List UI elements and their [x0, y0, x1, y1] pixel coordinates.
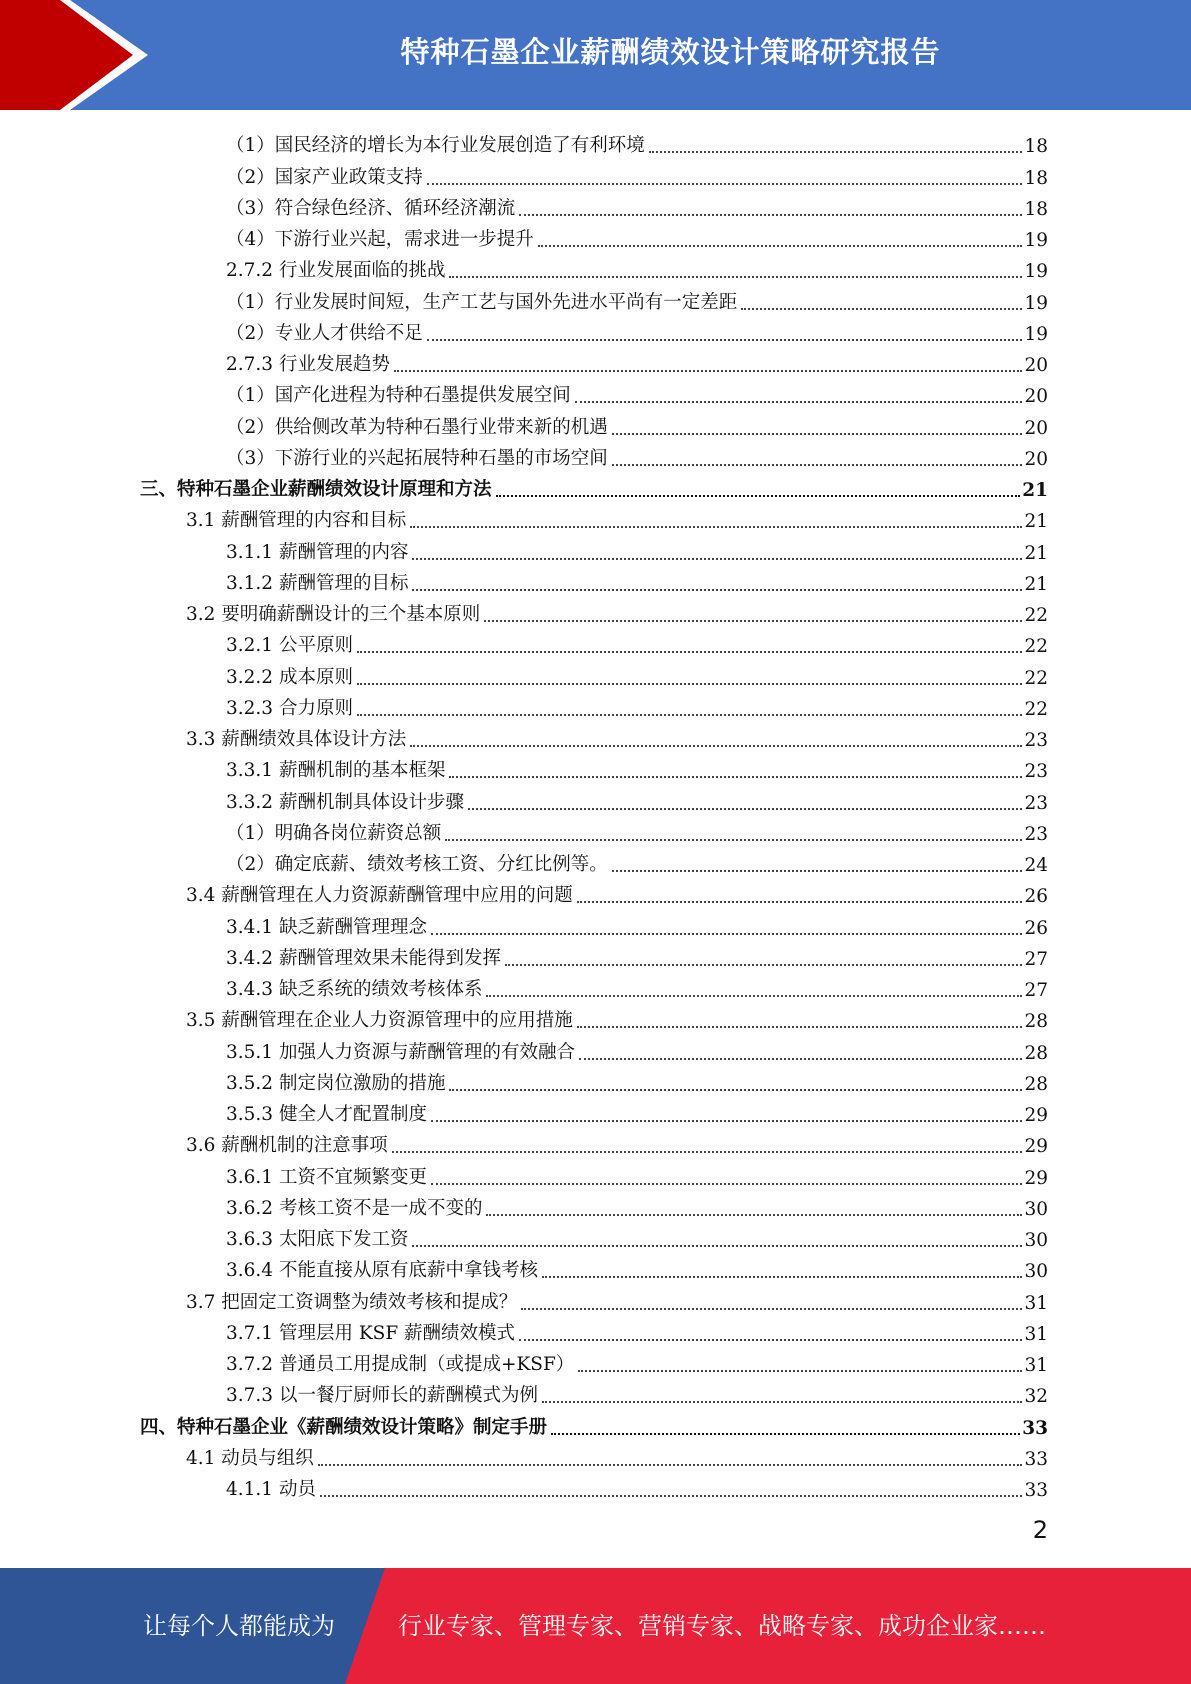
toc-entry-page: 22 — [1024, 636, 1048, 658]
toc-entry[interactable] — [140, 191, 1048, 222]
toc-entry-page: 21 — [1024, 511, 1048, 533]
toc-entry[interactable] — [140, 1128, 1048, 1159]
toc-entry-label: （1）国民经济的增长为本行业发展创造了有利环境 — [226, 135, 645, 157]
toc-dot-leader — [449, 275, 1022, 278]
toc-entry-page: 28 — [1024, 1073, 1048, 1095]
toc-entry[interactable] — [140, 972, 1048, 1003]
toc-entry[interactable] — [140, 128, 1048, 159]
toc-entry-label: （1）国产化进程为特种石墨提供发展空间 — [226, 385, 571, 407]
toc-dot-leader — [577, 1025, 1023, 1028]
toc-entry-label: 3.4.3 缺乏系统的绩效考核体系 — [226, 979, 483, 1000]
toc-dot-leader — [649, 150, 1023, 153]
toc-dot-leader — [412, 1244, 1022, 1247]
toc-dot-leader — [612, 463, 1023, 466]
toc-dot-leader — [612, 432, 1023, 435]
toc-entry[interactable] — [140, 847, 1048, 878]
toc-entry-page: 33 — [1024, 1448, 1048, 1470]
toc-entry-label: 3.7.2 普通员工用提成制（或提成+KSF） — [226, 1354, 575, 1375]
toc-dot-leader — [318, 1463, 1023, 1466]
toc-entry[interactable] — [140, 316, 1048, 347]
toc-dot-leader — [412, 557, 1022, 560]
toc-entry-label: （2）国家产业政策支持 — [226, 166, 423, 188]
toc-entry-label: 3.6.1 工资不宜频繁变更 — [226, 1166, 427, 1188]
toc-dot-leader — [519, 213, 1022, 216]
toc-entry-label: 3.7.3 以一餐厅厨师长的薪酬模式为例 — [226, 1385, 538, 1407]
toc-dot-leader — [320, 1494, 1023, 1497]
toc-entry[interactable] — [140, 1097, 1048, 1128]
toc-entry-page: 31 — [1024, 1323, 1048, 1345]
toc-entry-page: 20 — [1024, 417, 1048, 439]
toc-entry-label: （3）下游行业的兴起拓展特种石墨的市场空间 — [226, 447, 608, 469]
toc-entry[interactable] — [140, 284, 1048, 315]
toc-entry-page: 21 — [1024, 573, 1048, 595]
toc-entry[interactable] — [140, 1284, 1048, 1315]
toc-entry[interactable] — [140, 1472, 1048, 1503]
toc-entry-label: 3.1.2 薪酬管理的目标 — [226, 572, 409, 594]
toc-entry[interactable] — [140, 409, 1048, 440]
toc-entry-page: 27 — [1024, 980, 1048, 1001]
toc-dot-leader — [542, 1275, 1022, 1278]
toc-entry[interactable] — [140, 1347, 1048, 1378]
toc-dot-leader — [486, 994, 1022, 997]
toc-entry[interactable] — [140, 1441, 1048, 1472]
page-footer — [0, 1568, 1191, 1684]
toc-dot-leader — [410, 525, 1022, 528]
toc-entry-label: 3.3.2 薪酬机制具体设计步骤 — [226, 791, 464, 813]
toc-dot-leader — [521, 1307, 1022, 1310]
page-header — [0, 0, 1191, 110]
toc-dot-leader — [538, 244, 1023, 247]
toc-entry-page: 18 — [1024, 198, 1048, 220]
toc-entry-label: （2）确定底薪、绩效考核工资、分红比例等。 — [226, 854, 608, 875]
toc-dot-leader — [505, 963, 1022, 966]
toc-entry[interactable] — [140, 1409, 1048, 1440]
toc-dot-leader — [431, 1119, 1022, 1122]
toc-entry[interactable] — [140, 1191, 1048, 1222]
toc-entry[interactable] — [140, 472, 1048, 503]
toc-entry[interactable] — [140, 816, 1048, 847]
toc-dot-leader — [449, 1088, 1022, 1091]
toc-entry-page: 23 — [1024, 792, 1048, 814]
toc-entry-label: 3.5.2 制定岗位激励的措施 — [226, 1072, 446, 1094]
toc-entry-page: 31 — [1024, 1292, 1048, 1314]
toc-dot-leader — [357, 682, 1023, 685]
toc-entry[interactable] — [140, 1066, 1048, 1097]
toc-entry[interactable] — [140, 722, 1048, 753]
toc-dot-leader — [575, 400, 1023, 403]
toc-entry-label: （1）明确各岗位薪资总额 — [226, 822, 442, 844]
toc-entry[interactable] — [140, 753, 1048, 784]
toc-entry-label: 3.6 薪酬机制的注意事项 — [186, 1135, 388, 1157]
toc-entry-page: 26 — [1024, 917, 1048, 939]
toc-entry[interactable] — [140, 628, 1048, 659]
toc-dot-leader — [484, 619, 1022, 622]
toc-dot-leader — [542, 1400, 1022, 1403]
toc-entry[interactable] — [140, 1003, 1048, 1034]
toc-dot-leader — [578, 1369, 1022, 1372]
toc-entry-label: 4.1 动员与组织 — [186, 1447, 314, 1469]
toc-entry-label: 3.2.1 公平原则 — [226, 635, 353, 657]
toc-dot-leader — [468, 807, 1022, 810]
toc-entry-page: 30 — [1024, 1261, 1048, 1283]
toc-entry-label: 3.4 薪酬管理在人力资源薪酬管理中应用的问题 — [186, 885, 573, 907]
toc-entry-page: 28 — [1024, 1011, 1048, 1033]
toc-entry-page: 29 — [1024, 1167, 1048, 1189]
toc-entry[interactable] — [140, 878, 1048, 909]
toc-entry-page: 28 — [1024, 1042, 1048, 1064]
toc-dot-leader — [357, 650, 1023, 653]
toc-entry-label: 3.1 薪酬管理的内容和目标 — [186, 510, 407, 532]
toc-dot-leader — [431, 1182, 1022, 1185]
toc-entry-page: 24 — [1024, 855, 1048, 876]
toc-entry-page: 22 — [1024, 698, 1048, 720]
toc-entry-label: 3.7.1 管理层用 KSF 薪酬绩效模式 — [226, 1322, 516, 1344]
toc-entry-label: 3.6.4 不能直接从原有底薪中拿钱考核 — [226, 1260, 538, 1282]
toc-entry-label: （2）供给侧改革为特种石墨行业带来新的机遇 — [226, 416, 608, 438]
toc-entry[interactable] — [140, 253, 1048, 284]
toc-entry-page: 31 — [1024, 1355, 1048, 1376]
toc-dot-leader — [579, 1057, 1022, 1060]
toc-entry[interactable] — [140, 222, 1048, 253]
toc-entry-label: 3.6.2 考核工资不是一成不变的 — [226, 1197, 483, 1219]
toc-entry-page: 33 — [1022, 1417, 1048, 1439]
toc-entry[interactable] — [140, 347, 1048, 378]
toc-dot-leader — [410, 744, 1022, 747]
toc-dot-leader — [445, 838, 1022, 841]
toc-dot-leader — [612, 869, 1023, 872]
toc-entry-label: 四、特种石墨企业《薪酬绩效设计策略》制定手册 — [140, 1416, 548, 1438]
toc-dot-leader — [449, 775, 1022, 778]
toc-entry-label: 3.4.1 缺乏薪酬管理理念 — [226, 916, 427, 938]
report-title: 特种石墨企业薪酬绩效设计策略研究报告 — [400, 35, 941, 69]
footer-slogan-left: 让每个人都能成为 — [143, 1612, 335, 1640]
toc-entry-label: （3）符合绿色经济、循环经济潮流 — [226, 197, 516, 219]
toc-entry[interactable] — [140, 1034, 1048, 1065]
toc-entry-label: （2）专业人才供给不足 — [226, 322, 423, 344]
toc-entry-page: 30 — [1024, 1230, 1048, 1251]
toc-entry-label: 3.3 薪酬绩效具体设计方法 — [186, 729, 407, 750]
toc-entry-label: 3.5.1 加强人力资源与薪酬管理的有效融合 — [226, 1041, 575, 1063]
toc-entry[interactable] — [140, 1222, 1048, 1253]
toc-entry-label: 4.1.1 动员 — [226, 1479, 316, 1500]
toc-entry[interactable] — [140, 534, 1048, 565]
toc-entry-page: 32 — [1024, 1386, 1048, 1408]
toc-entry[interactable] — [140, 691, 1048, 722]
toc-entry-label: 3.5.3 健全人才配置制度 — [226, 1104, 427, 1125]
toc-entry-page: 29 — [1024, 1136, 1048, 1158]
toc-entry-page: 19 — [1024, 230, 1048, 251]
toc-entry-page: 18 — [1024, 136, 1048, 158]
toc-entry-label: （1）行业发展时间短，生产工艺与国外先进水平尚有一定差距 — [226, 291, 738, 313]
toc-dot-leader — [551, 1432, 1020, 1435]
toc-dot-leader — [496, 494, 1021, 497]
toc-dot-leader — [357, 713, 1023, 716]
toc-entry-label: 3.2 要明确薪酬设计的三个基本原则 — [186, 604, 481, 625]
toc-entry-label: 3.6.3 太阳底下发工资 — [226, 1229, 409, 1250]
toc-entry-label: 3.4.2 薪酬管理效果未能得到发挥 — [226, 947, 501, 969]
toc-entry-page: 19 — [1024, 261, 1048, 283]
toc-entry-page: 33 — [1024, 1480, 1048, 1501]
toc-entry-page: 19 — [1024, 323, 1048, 345]
toc-entry-page: 22 — [1024, 605, 1048, 626]
toc-entry-page: 23 — [1024, 730, 1048, 751]
toc-entry-label: 2.7.3 行业发展趋势 — [226, 354, 390, 375]
toc-entry[interactable] — [140, 784, 1048, 815]
toc-entry-page: 30 — [1024, 1198, 1048, 1220]
toc-entry[interactable] — [140, 1378, 1048, 1409]
toc-entry-page: 27 — [1024, 948, 1048, 970]
header-chevron-icon — [0, 0, 160, 110]
toc-entry-label: 3.3.1 薪酬机制的基本框架 — [226, 760, 446, 782]
toc-entry-page: 20 — [1024, 448, 1048, 470]
toc-entry[interactable] — [140, 1253, 1048, 1284]
toc-dot-leader — [486, 1213, 1022, 1216]
toc-entry-page: 18 — [1024, 167, 1048, 189]
toc-entry-label: 3.1.1 薪酬管理的内容 — [226, 541, 409, 563]
toc-entry-label: （4）下游行业兴起，需求进一步提升 — [226, 229, 534, 250]
toc-dot-leader — [577, 900, 1023, 903]
footer-slogan-right: 行业专家、管理专家、营销专家、战略专家、成功企业家…… — [398, 1612, 1046, 1640]
toc-dot-leader — [741, 307, 1022, 310]
toc-entry[interactable] — [140, 1316, 1048, 1347]
toc-entry[interactable] — [140, 941, 1048, 972]
page-number: 2 — [1032, 1516, 1048, 1544]
toc-entry[interactable] — [140, 909, 1048, 940]
toc-entry-page: 23 — [1024, 823, 1048, 845]
toc-entry-label: 3.2.3 合力原则 — [226, 697, 353, 719]
toc-entry[interactable] — [140, 659, 1048, 690]
toc-entry-page: 29 — [1024, 1105, 1048, 1126]
toc-entry-page: 23 — [1024, 761, 1048, 783]
toc-entry-page: 21 — [1024, 542, 1048, 564]
toc-entry-page: 20 — [1024, 355, 1048, 376]
toc-entry[interactable] — [140, 1159, 1048, 1190]
toc-entry-label: 3.7 把固定工资调整为绩效考核和提成？ — [186, 1291, 518, 1313]
table-of-contents — [140, 128, 1048, 1503]
toc-entry-label: 3.5 薪酬管理在企业人力资源管理中的应用措施 — [186, 1010, 573, 1032]
toc-entry[interactable] — [140, 159, 1048, 190]
toc-dot-leader — [392, 1150, 1023, 1153]
toc-entry[interactable] — [140, 503, 1048, 534]
toc-entry[interactable] — [140, 441, 1048, 472]
toc-entry-page: 20 — [1024, 386, 1048, 408]
toc-entry-page: 19 — [1024, 292, 1048, 314]
toc-dot-leader — [519, 1338, 1022, 1341]
toc-dot-leader — [394, 369, 1022, 372]
toc-dot-leader — [427, 182, 1023, 185]
toc-entry[interactable] — [140, 597, 1048, 628]
toc-entry-page: 26 — [1024, 886, 1048, 908]
toc-dot-leader — [431, 932, 1022, 935]
toc-entry-label: 3.2.2 成本原则 — [226, 666, 353, 688]
toc-dot-leader — [412, 588, 1022, 591]
toc-entry[interactable] — [140, 378, 1048, 409]
toc-entry-label: 2.7.2 行业发展面临的挑战 — [226, 260, 446, 282]
toc-entry-label: 三、特种石墨企业薪酬绩效设计原理和方法 — [140, 479, 492, 500]
toc-entry-page: 22 — [1024, 667, 1048, 689]
toc-entry[interactable] — [140, 566, 1048, 597]
toc-dot-leader — [427, 338, 1023, 341]
toc-entry-page: 21 — [1022, 480, 1048, 501]
